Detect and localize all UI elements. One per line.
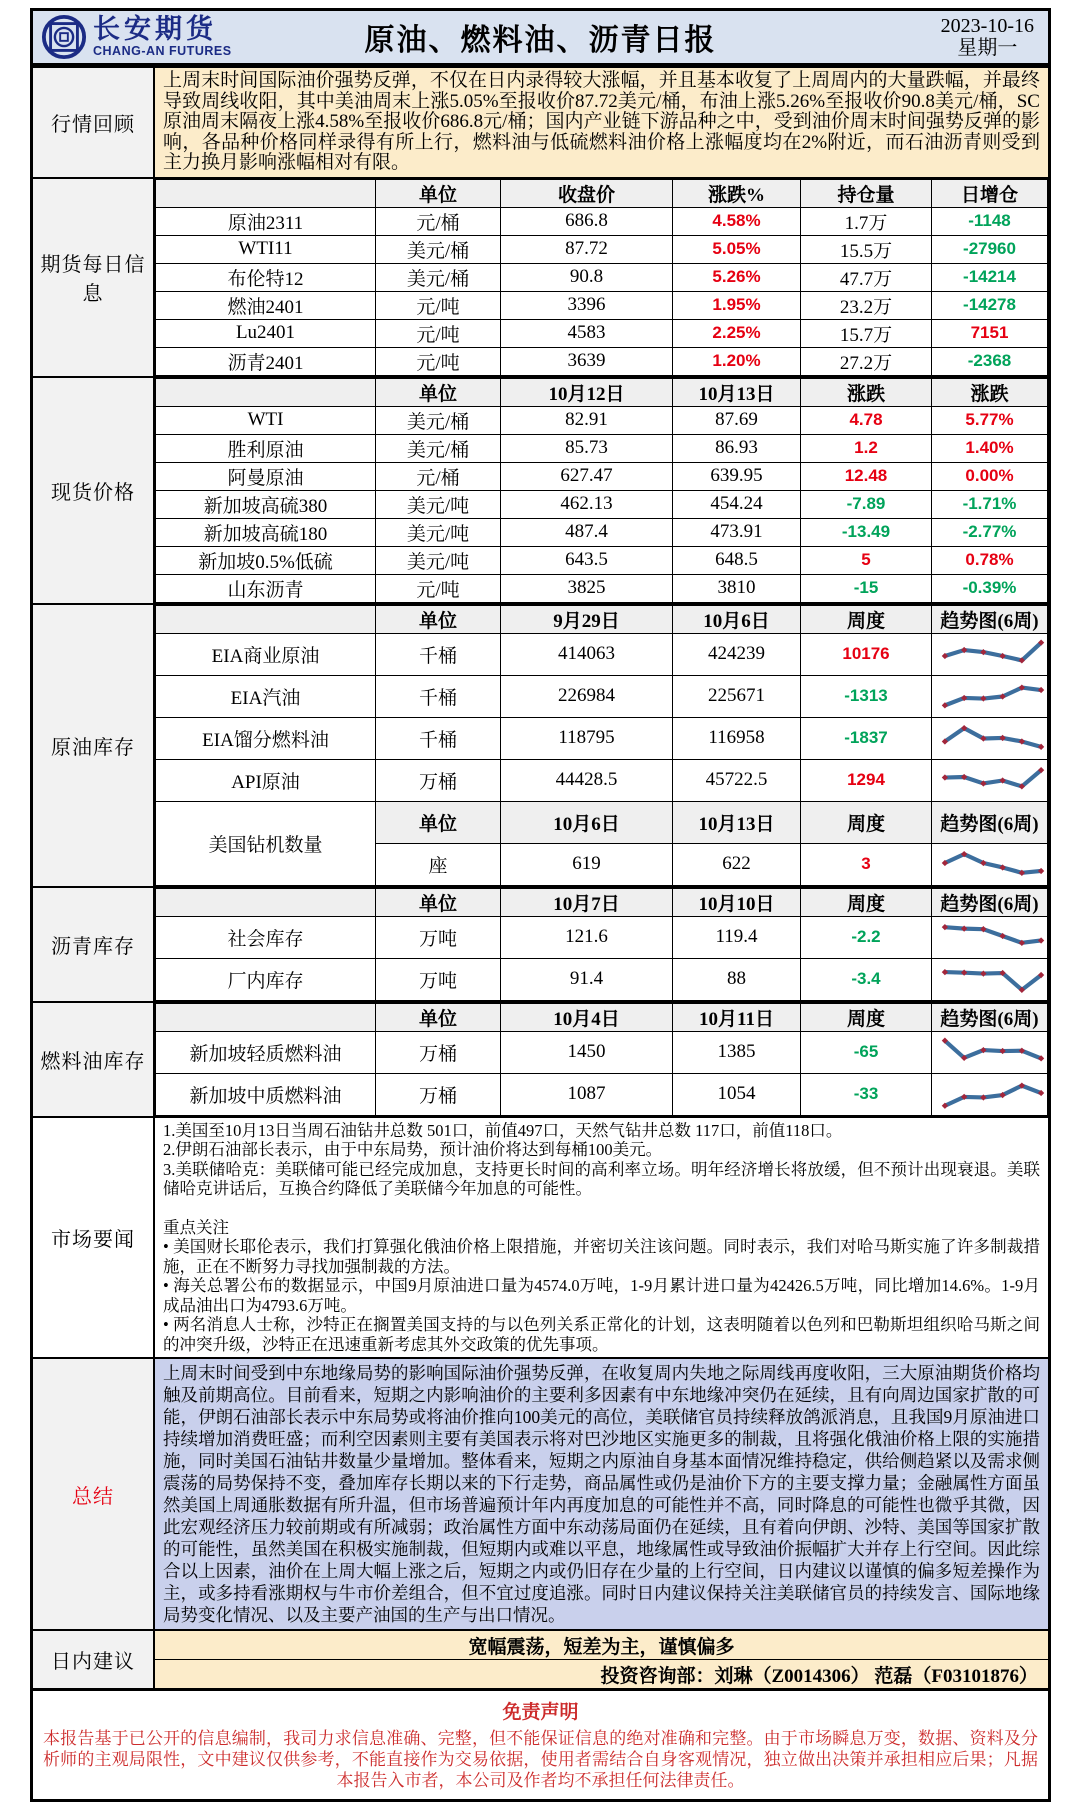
value-day1: 44428.5 [501, 759, 673, 801]
oi-daily-change: -2368 [932, 347, 1048, 375]
report-header [33, 11, 1048, 66]
col-header-weekly: 周度 [801, 888, 932, 916]
item-name: EIA商业原油 [156, 633, 376, 675]
product-name: 新加坡0.5%低硫 [156, 546, 376, 574]
close-price: 686.8 [501, 207, 673, 235]
col-header-date1: 10月12日 [501, 378, 673, 406]
price-day1: 3825 [501, 574, 673, 602]
product-name: WTI [156, 406, 376, 434]
rig-count-rows [156, 801, 1048, 885]
weekday-value: 星期一 [957, 37, 1018, 59]
section-label-news: 市场要闻 [33, 1118, 155, 1358]
date-value: 2023-10-16 [940, 15, 1034, 37]
product-name: 阿曼原油 [156, 462, 376, 490]
change-pct: -2.77% [932, 518, 1048, 546]
section-label-futures: 期货每日信息 [33, 179, 155, 376]
section-summary [33, 1357, 1048, 1629]
contract-name: 燃油2401 [156, 291, 376, 319]
col-header [156, 378, 376, 406]
close-price: 3639 [501, 347, 673, 375]
trend-chart [932, 958, 1048, 1000]
table-row [156, 916, 1048, 958]
col-header-weekly: 周度 [801, 605, 932, 633]
col-header-date2: 10月13日 [673, 801, 801, 843]
col-header-weekly: 周度 [801, 1003, 932, 1031]
open-interest: 15.5万 [801, 235, 932, 263]
price-day2: 648.5 [673, 546, 801, 574]
section-market-news [33, 1116, 1048, 1358]
spot-header-row [156, 378, 1048, 406]
brand-name-cn: 长安期货 [93, 14, 217, 45]
col-header [156, 179, 376, 207]
change-pct: 0.78% [932, 546, 1048, 574]
value-day2: 424239 [673, 633, 801, 675]
col-header-date1: 10月4日 [501, 1003, 673, 1031]
open-interest: 15.7万 [801, 319, 932, 347]
col-header-date2: 10月10日 [673, 888, 801, 916]
section-label-fuel: 燃料油库存 [33, 1003, 155, 1116]
oi-daily-change: -14278 [932, 291, 1048, 319]
price-day1: 82.91 [501, 406, 673, 434]
weekly-change: -2.2 [801, 916, 932, 958]
close-price: 87.72 [501, 235, 673, 263]
news-paragraph: 3.美联储哈克：美联储可能已经完成加息，支持更长时间的高利率立场。明年经济增长将放缓，但不预计出现衰退。美联储哈克讲话后，互换合约降低了美联储今年加息的可能性。 [163, 1159, 1040, 1198]
change-pct: 5.05% [673, 235, 801, 263]
market-news-text [155, 1118, 1048, 1358]
value-day1: 226984 [501, 675, 673, 717]
table-row [156, 1031, 1048, 1073]
col-header [156, 1003, 376, 1031]
unit: 美元/桶 [376, 434, 501, 462]
section-crude-inventory [33, 603, 1048, 886]
price-day1: 85.73 [501, 434, 673, 462]
item-name: 社会库存 [156, 916, 376, 958]
product-name: 新加坡高硫380 [156, 490, 376, 518]
unit: 美元/吨 [376, 518, 501, 546]
news-paragraph: 1.美国至10月13日当周石油钻井总数 501口，前值497口，天然气钻井总数 117口，前值118口。 [163, 1120, 843, 1140]
trend-chart [932, 717, 1048, 759]
unit: 千桶 [376, 633, 501, 675]
col-header-date1: 9月29日 [501, 605, 673, 633]
news-paragraph: • 海关总署公布的数据显示，中国9月原油进口量为4574.0万吨，1-9月累计进口量为42426.5万吨，同比增加14.6%。1-9月成品油出口为4793.6万吨。 [163, 1276, 1040, 1315]
value-day2: 116958 [673, 717, 801, 759]
value-day1: 118795 [501, 717, 673, 759]
change: 4.78 [801, 406, 932, 434]
col-header-unit: 单位 [376, 378, 501, 406]
contract-name: Lu2401 [156, 319, 376, 347]
table-row [156, 347, 1048, 375]
asphalt-header-row [156, 888, 1048, 916]
contract-name: 原油2311 [156, 207, 376, 235]
trend-chart [932, 843, 1048, 885]
change-pct: -0.39% [932, 574, 1048, 602]
unit: 元/吨 [376, 319, 501, 347]
col-header-weekly: 周度 [801, 801, 932, 843]
table-row [156, 518, 1048, 546]
table-row [156, 717, 1048, 759]
summary-text: 上周末时间受到中东地缘局势的影响国际油价强势反弹，在收复周内失地之际周线再度收阳，三大原油期货价格均触及前期高位。目前看来，短期之内影响油价的主要利多因素有中东地缘冲突仍在延续，且有向周边国家扩散的可能，伊朗石油部长表示中东局势或将油价推向100美元的高位，美联储官员持续释放鸽派消息，且我国9月原油进口持续增加消费旺盛；而利空因素则主要有美国表示将对巴沙地区实施更多的制裁，且将强化俄油价格上限的实施措施，同时美国石油钻井数量少量增加。整体看来，短期之内原油自身基本面情况维持稳定，供给侧趋紧以及需求侧震荡的局势保持不变，叠加库存长期以来的下行走势，商品属性或仍是油价下方的主要支撑力量；金融属性方面虽然美国上周通胀数据有所升温，但市场普遍预计年内再度加息的可能性并不高，同时降息的可能性也微乎其微，因此宏观经济压力较前期或有所减弱；政治属性方面中东动荡局面仍在延续，且有着向伊朗、沙特、美国等国家扩散的可能性，虽然美国在积极实施制裁，但短期内或难以平息，地缘属性或导致油价振幅扩大并存上行空间。因此综合以上因素，油价在上周大幅上涨之后，短期之内或仍旧存在少量的上行空间，日内建议以谨慎的偏多短差操作为主，或多持看涨期权与牛市价差组合，但不宜过度追涨。同时日内建议保持关注美联储官员的持续发言、国际地缘局势变化情况、以及主要产油国的生产与出口情况。 [163, 1363, 1040, 1625]
product-name: 山东沥青 [156, 574, 376, 602]
futures-table [155, 179, 1048, 376]
weekly-change: -33 [801, 1073, 932, 1115]
section-asphalt-inventory [33, 886, 1048, 1001]
weekly-change: -3.4 [801, 958, 932, 1000]
section-label-advice: 日内建议 [33, 1631, 155, 1688]
item-name: 新加坡中质燃料油 [156, 1073, 376, 1115]
table-row [156, 462, 1048, 490]
change: 12.48 [801, 462, 932, 490]
table-row [156, 1073, 1048, 1115]
product-name: 新加坡高硫180 [156, 518, 376, 546]
open-interest: 23.2万 [801, 291, 932, 319]
col-header-close: 收盘价 [501, 179, 673, 207]
trend-chart [932, 675, 1048, 717]
unit: 元/桶 [376, 462, 501, 490]
col-header-oi: 持仓量 [801, 179, 932, 207]
table-row [156, 207, 1048, 235]
price-day1: 627.47 [501, 462, 673, 490]
col-header-unit: 单位 [376, 888, 501, 916]
item-name: EIA汽油 [156, 675, 376, 717]
item-name: 美国钻机数量 [156, 801, 376, 885]
change-pct: 0.00% [932, 462, 1048, 490]
value-day2: 225671 [673, 675, 801, 717]
unit: 元/吨 [376, 574, 501, 602]
price-day2: 639.95 [673, 462, 801, 490]
futures-header-row [156, 179, 1048, 207]
price-day1: 487.4 [501, 518, 673, 546]
value-day2: 1385 [673, 1031, 801, 1073]
trend-chart [932, 759, 1048, 801]
page-title: 原油、燃料油、沥青日报 [364, 24, 717, 57]
col-header-change: 涨跌 [801, 378, 932, 406]
table-row [156, 291, 1048, 319]
col-header-chg: 涨跌% [673, 179, 801, 207]
price-day2: 87.69 [673, 406, 801, 434]
table-row [156, 434, 1048, 462]
col-header-oichg: 日增仓 [932, 179, 1048, 207]
trend-chart [932, 1073, 1048, 1115]
col-header-trend: 趋势图(6周) [932, 605, 1048, 633]
unit: 美元/吨 [376, 546, 501, 574]
price-day2: 454.24 [673, 490, 801, 518]
unit: 元/吨 [376, 347, 501, 375]
change-pct: 1.20% [673, 347, 801, 375]
fuel-inventory-table [155, 1003, 1048, 1116]
price-day1: 643.5 [501, 546, 673, 574]
advice-consulting-dept: 投资咨询部：刘琳（Z0014306） 范磊（F03101876） [155, 1659, 1048, 1688]
col-header-unit: 单位 [376, 1003, 501, 1031]
close-price: 3396 [501, 291, 673, 319]
trend-chart [932, 633, 1048, 675]
value-day1: 619 [501, 843, 673, 885]
unit: 万桶 [376, 1031, 501, 1073]
col-header-trend: 趋势图(6周) [932, 1003, 1048, 1031]
unit: 万桶 [376, 759, 501, 801]
value-day1: 1450 [501, 1031, 673, 1073]
table-row [156, 319, 1048, 347]
item-name: API原油 [156, 759, 376, 801]
unit: 美元/桶 [376, 406, 501, 434]
item-name: EIA馏分燃料油 [156, 717, 376, 759]
open-interest: 27.2万 [801, 347, 932, 375]
col-header-unit: 单位 [376, 179, 501, 207]
change-pct: 5.77% [932, 406, 1048, 434]
col-header [156, 605, 376, 633]
change-pct: 2.25% [673, 319, 801, 347]
col-header-date1: 10月6日 [501, 801, 673, 843]
section-spot-prices [33, 376, 1048, 603]
contract-name: WTI11 [156, 235, 376, 263]
news-paragraph: • 两名消息人士称，沙特正在搁置美国支持的与以色列关系正常化的计划，这表明随着以色列和巴勒斯坦组织哈马斯之间的冲突升级，沙特正在迅速重新考虑其外交政策的优先事项。 [163, 1315, 1040, 1354]
product-name: 胜利原油 [156, 434, 376, 462]
change: -7.89 [801, 490, 932, 518]
spot-table [155, 378, 1048, 603]
col-header-change-pct: 涨跌 [932, 378, 1048, 406]
market-review-text: 上周末时间国际油价强势反弹，不仅在日内录得较大涨幅，并且基本收复了上周周内的大量跌幅，并最终导致周线收阳，其中美油周末上涨5.05%至报收价87.72美元/桶，布油上涨5.26%至报收价90.8美元/桶，SC原油周末隔夜上涨4.58%至报收价686.8元/桶；国内产业链下游品种之中，受到油价周末时间强势反弹的影响，各品种价格同样录得有所上行，燃料油与低硫燃料油价格上涨幅度均在2%附近，而石油沥青则受到主力换月影响涨幅相对有限。 [163, 70, 1040, 173]
col-header-unit: 单位 [376, 605, 501, 633]
news-paragraph: • 美国财长耶伦表示，我们打算强化俄油价格上限措施，并密切关注该问题。同时表示，我们对哈马斯实施了许多制裁措施，正在不断努力寻找加强制裁的方法。 [163, 1237, 1040, 1276]
section-futures-daily [33, 177, 1048, 376]
disclaimer-text: 本报告基于已公开的信息编制，我司力求信息准确、完整，但不能保证信息的绝对准确和完整。由于市场瞬息万变，数据、资料及分析师的主观局限性，文中建议仅供参考，不能直接作为交易依据，使用者需结合自身客观情况，独立做出决策并承担相应后果；凡据本报告入市者，本公司及作者均不承担任何法律责任。 [43, 1729, 1038, 1790]
col-header-date2: 10月13日 [673, 378, 801, 406]
close-price: 90.8 [501, 263, 673, 291]
change: 5 [801, 546, 932, 574]
rig-subheader-row [156, 801, 1048, 843]
crude-header-row [156, 605, 1048, 633]
weekly-change: -1313 [801, 675, 932, 717]
table-row [156, 759, 1048, 801]
table-row [156, 406, 1048, 434]
contract-name: 布伦特12 [156, 263, 376, 291]
disclaimer-title: 免责声明 [502, 1702, 579, 1723]
close-price: 4583 [501, 319, 673, 347]
change: 1.2 [801, 434, 932, 462]
price-day2: 86.93 [673, 434, 801, 462]
price-day1: 462.13 [501, 490, 673, 518]
table-row [156, 235, 1048, 263]
value-day2: 45722.5 [673, 759, 801, 801]
value-day1: 1087 [501, 1073, 673, 1115]
report-page [30, 8, 1051, 1802]
weekly-change: 1294 [801, 759, 932, 801]
unit: 美元/桶 [376, 263, 501, 291]
unit: 美元/桶 [376, 235, 501, 263]
table-row [156, 675, 1048, 717]
col-header-unit: 单位 [376, 801, 501, 843]
item-name: 新加坡轻质燃料油 [156, 1031, 376, 1073]
unit: 美元/吨 [376, 490, 501, 518]
value-day1: 121.6 [501, 916, 673, 958]
oi-daily-change: -14214 [932, 263, 1048, 291]
col-header [156, 888, 376, 916]
section-label-crude: 原油库存 [33, 605, 155, 886]
asphalt-inventory-table [155, 888, 1048, 1001]
value-day1: 91.4 [501, 958, 673, 1000]
fuel-header-row [156, 1003, 1048, 1031]
change: -13.49 [801, 518, 932, 546]
section-label-review: 行情回顾 [33, 68, 155, 177]
open-interest: 1.7万 [801, 207, 932, 235]
section-label-asphalt: 沥青库存 [33, 888, 155, 1001]
value-day2: 88 [673, 958, 801, 1000]
section-advice [33, 1629, 1048, 1688]
trend-chart [932, 916, 1048, 958]
unit: 万吨 [376, 958, 501, 1000]
table-row [156, 633, 1048, 675]
col-header-trend: 趋势图(6周) [932, 801, 1048, 843]
value-day2: 622 [673, 843, 801, 885]
price-day2: 3810 [673, 574, 801, 602]
news-paragraph: 2.伊朗石油部长表示，由于中东局势，预计油价将达到每桶100美元。 [163, 1140, 663, 1159]
oi-daily-change: -27960 [932, 235, 1048, 263]
change-pct: 1.95% [673, 291, 801, 319]
section-label-summary: 总结 [33, 1359, 155, 1629]
col-header-date1: 10月7日 [501, 888, 673, 916]
crude-inventory-table [155, 605, 1048, 886]
value-day1: 414063 [501, 633, 673, 675]
value-day2: 119.4 [673, 916, 801, 958]
unit: 千桶 [376, 675, 501, 717]
weekly-change: 10176 [801, 633, 932, 675]
change: -15 [801, 574, 932, 602]
brand-name-en: CHANG-AN FUTURES [93, 44, 232, 59]
disclaimer-block [33, 1688, 1048, 1799]
unit: 万桶 [376, 1073, 501, 1115]
unit: 元/吨 [376, 291, 501, 319]
section-label-spot: 现货价格 [33, 378, 155, 603]
unit: 万吨 [376, 916, 501, 958]
oi-daily-change: 7151 [932, 319, 1048, 347]
change-pct: -1.71% [932, 490, 1048, 518]
advice-line: 宽幅震荡，短差为主，谨慎偏多 [155, 1631, 1048, 1659]
value-day2: 1054 [673, 1073, 801, 1115]
unit: 元/桶 [376, 207, 501, 235]
unit: 座 [376, 843, 501, 885]
col-header-trend: 趋势图(6周) [932, 888, 1048, 916]
contract-name: 沥青2401 [156, 347, 376, 375]
weekly-change: -65 [801, 1031, 932, 1073]
section-market-review [33, 66, 1048, 177]
open-interest: 47.7万 [801, 263, 932, 291]
change-pct: 1.40% [932, 434, 1048, 462]
change-pct: 5.26% [673, 263, 801, 291]
change-pct: 4.58% [673, 207, 801, 235]
price-day2: 473.91 [673, 518, 801, 546]
table-row [156, 263, 1048, 291]
unit: 千桶 [376, 717, 501, 759]
table-row [156, 490, 1048, 518]
oi-daily-change: -1148 [932, 207, 1048, 235]
news-paragraph [163, 1199, 1040, 1218]
section-fuel-inventory [33, 1001, 1048, 1116]
table-row [156, 574, 1048, 602]
weekly-change: 3 [801, 843, 932, 885]
item-name: 厂内库存 [156, 958, 376, 1000]
col-header-date2: 10月6日 [673, 605, 801, 633]
table-row [156, 958, 1048, 1000]
news-paragraph: 重点关注 [163, 1217, 229, 1237]
trend-chart [932, 1031, 1048, 1073]
weekly-change: -1837 [801, 717, 932, 759]
table-row [156, 546, 1048, 574]
col-header-date2: 10月11日 [673, 1003, 801, 1031]
